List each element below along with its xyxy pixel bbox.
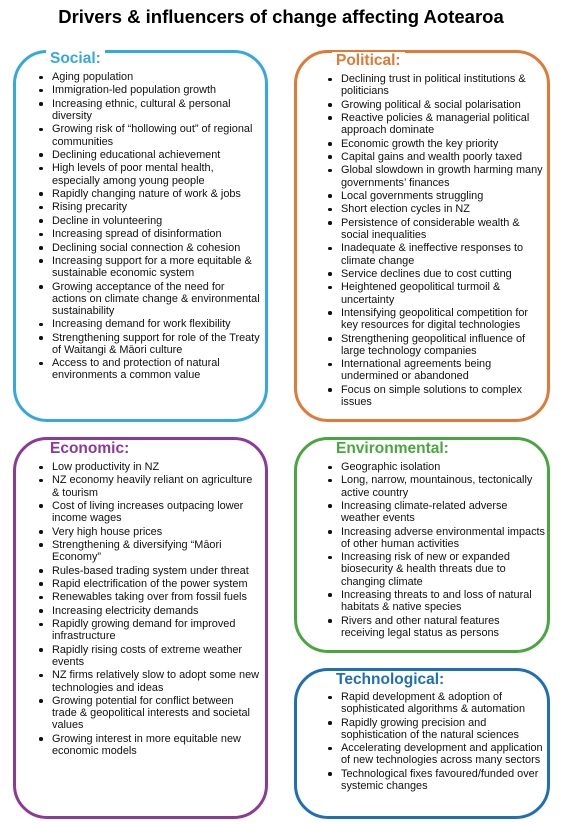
environmental-item: Increasing adverse environmental impacts of other human activities: [327, 526, 545, 550]
social-item: Aging population: [38, 71, 260, 83]
political-heading: Political:: [332, 52, 405, 70]
social-item: Declining educational achievement: [38, 149, 260, 161]
economic-item: Growing potential for conflict between trade & geopolitical interests and societal values: [38, 695, 260, 732]
environmental-item: Increasing threats to and loss of natural habitats & native species: [327, 589, 545, 613]
social-item: Decline in volunteering: [38, 215, 260, 227]
social-item: Growing acceptance of the need for actions on climate change & environmental sustainability: [38, 281, 260, 318]
economic-heading: Economic:: [46, 440, 133, 458]
economic-item: Cost of living increases outpacing lower income wages: [38, 500, 260, 524]
social-item: Increasing demand for work flexibility: [38, 318, 260, 330]
political-item: Growing political & social polarisation: [327, 99, 545, 111]
social-list: [38, 71, 260, 383]
social-item: Rising precarity: [38, 201, 260, 213]
social-item: Access to and protection of natural environments a common value: [38, 357, 260, 381]
technological-list: [327, 691, 545, 793]
political-item: Persistence of considerable wealth & social inequalities: [327, 217, 545, 241]
social-item: Increasing spread of disinformation: [38, 228, 260, 240]
economic-item: Rapidly growing demand for improved infrastructure: [38, 618, 260, 642]
social-item: Increasing support for a more equitable & sustainable economic system: [38, 255, 260, 279]
economic-item: Low productivity in NZ: [38, 461, 260, 473]
political-item: Heightened geopolitical turmoil & uncertainty: [327, 281, 545, 305]
environmental-item: Increasing risk of new or expanded biosecurity & health threats due to changing climate: [327, 551, 545, 588]
economic-item: Rules-based trading system under threat: [38, 565, 260, 577]
technological-item: Accelerating development and application of new technologies across many sectors: [327, 742, 545, 766]
political-item: Local governments struggling: [327, 190, 545, 202]
environmental-item: Geographic isolation: [327, 461, 545, 473]
political-list: [327, 73, 545, 409]
technological-item: Rapidly growing precision and sophistication of the natural sciences: [327, 717, 545, 741]
technological-heading: Technological:: [332, 671, 448, 689]
economic-item: Rapidly rising costs of extreme weather events: [38, 644, 260, 668]
economic-item: NZ firms relatively slow to adopt some new technologies and ideas: [38, 669, 260, 693]
political-item: Short election cycles in NZ: [327, 203, 545, 215]
economic-item: Renewables taking over from fossil fuels: [38, 591, 260, 603]
social-heading: Social:: [46, 50, 105, 68]
political-item: Service declines due to cost cutting: [327, 268, 545, 280]
economic-item: Increasing electricity demands: [38, 605, 260, 617]
political-item: Intensifying geopolitical competition for key resources for digital technologies: [327, 307, 545, 331]
social-item: High levels of poor mental health, especially among young people: [38, 162, 260, 186]
political-item: Strengthening geopolitical influence of large technology companies: [327, 333, 545, 357]
political-item: Inadequate & ineffective responses to climate change: [327, 242, 545, 266]
social-item: Rapidly changing nature of work & jobs: [38, 188, 260, 200]
political-item: Capital gains and wealth poorly taxed: [327, 151, 545, 163]
social-item: Declining social connection & cohesion: [38, 242, 260, 254]
environmental-list: [327, 461, 545, 640]
environmental-item: Rivers and other natural features receiving legal status as persons: [327, 615, 545, 639]
economic-item: Strengthening & diversifying “Māori Economy”: [38, 539, 260, 563]
economic-item: Rapid electrification of the power system: [38, 578, 260, 590]
environmental-item: Increasing climate-related adverse weather events: [327, 500, 545, 524]
technological-item: Technological fixes favoured/funded over systemic changes: [327, 768, 545, 792]
social-item: Immigration-led population growth: [38, 84, 260, 96]
environmental-item: Long, narrow, mountainous, tectonically active country: [327, 474, 545, 498]
political-item: Reactive policies & managerial political approach dominate: [327, 112, 545, 136]
economic-item: Very high house prices: [38, 526, 260, 538]
political-item: Economic growth the key priority: [327, 138, 545, 150]
environmental-heading: Environmental:: [332, 440, 453, 458]
political-item: Declining trust in political institutions & politicians: [327, 73, 545, 97]
economic-list: [38, 461, 260, 758]
page-title: Drivers & influencers of change affecting Aotearoa: [58, 6, 504, 27]
political-item: Global slowdown in growth harming many governments’ finances: [327, 164, 545, 188]
social-item: Growing risk of “hollowing out” of regional communities: [38, 123, 260, 147]
social-item: Increasing ethnic, cultural & personal diversity: [38, 98, 260, 122]
political-item: International agreements being undermined or abandoned: [327, 358, 545, 382]
economic-item: Growing interest in more equitable new economic models: [38, 733, 260, 757]
political-item: Focus on simple solutions to complex issues: [327, 384, 545, 408]
economic-item: NZ economy heavily reliant on agriculture & tourism: [38, 474, 260, 498]
social-item: Strengthening support for role of the Treaty of Waitangi & Māori culture: [38, 332, 260, 356]
technological-item: Rapid development & adoption of sophisticated algorithms & automation: [327, 691, 545, 715]
